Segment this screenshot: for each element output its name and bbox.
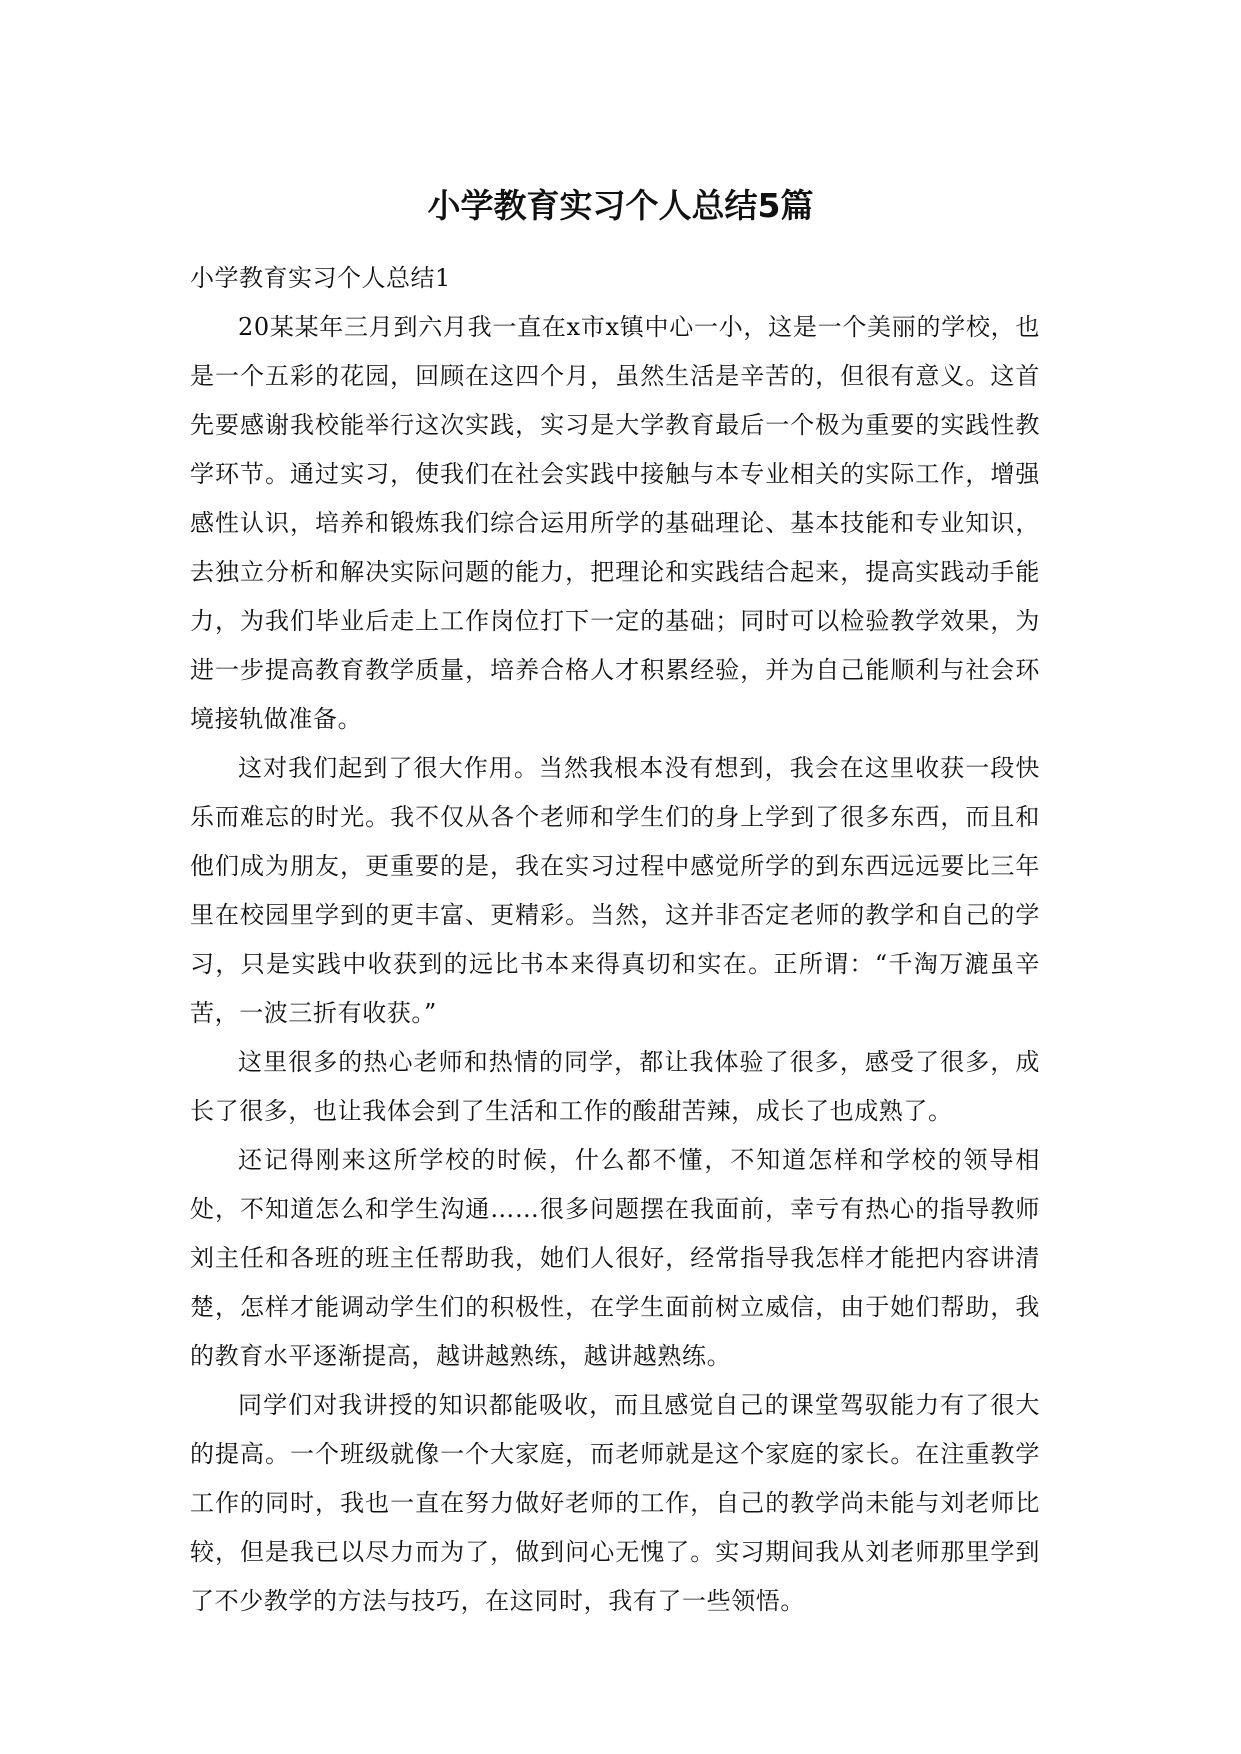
document-body: [190, 254, 1040, 1626]
paragraph-4: 还记得刚来这所学校的时候，什么都不懂，不知道怎样和学校的领导相处，不知道怎么和学生沟通……很多问题摆在我面前，幸亏有热心的指导教师刘主任和各班的班主任帮助我，她们人很好，经常指导我怎样才能把内容讲清楚，怎样才能调动学生们的积极性，在学生面前树立威信，由于她们帮助，我的教育水平逐渐提高，越讲越熟练，越讲越熟练。: [190, 1146, 1040, 1370]
document-title: 小学教育实习个人总结5篇: [427, 186, 814, 225]
paragraph-5: 同学们对我讲授的知识都能吸收，而且感觉自己的课堂驾驭能力有了很大的提高。一个班级就像一个大家庭，而老师就是这个家庭的家长。在注重教学工作的同时，我也一直在努力做好老师的工作，自己的教学尚未能与刘老师比较，但是我已以尽力而为了，做到问心无愧了。实习期间我从刘老师那里学到了不少教学的方法与技巧，在这同时，我有了一些领悟。: [190, 1391, 1040, 1615]
paragraph-1: 20某某年三月到六月我一直在x市x镇中心一小，这是一个美丽的学校，也是一个五彩的花园，回顾在这四个月，虽然生活是辛苦的，但很有意义。这首先要感谢我校能举行这次实践，实习是大学教育最后一个极为重要的实践性教学环节。通过实习，使我们在社会实践中接触与本专业相关的实际工作，增强感性认识，培养和锻炼我们综合运用所学的基础理论、基本技能和专业知识，去独立分析和解决实际问题的能力，把理论和实践结合起来，提高实践动手能力，为我们毕业后走上工作岗位打下一定的基础；同时可以检验教学效果，为进一步提高教育教学质量，培养合格人才积累经验，并为自己能顺利与社会环境接轨做准备。: [190, 313, 1040, 733]
section-heading: 小学教育实习个人总结1: [190, 264, 451, 292]
paragraph-3: 这里很多的热心老师和热情的同学，都让我体验了很多，感受了很多，成长了很多，也让我体会到了生活和工作的酸甜苦辣，成长了也成熟了。: [190, 1048, 1040, 1125]
paragraph-2: 这对我们起到了很大作用。当然我根本没有想到，我会在这里收获一段快乐而难忘的时光。我不仅从各个老师和学生们的身上学到了很多东西，而且和他们成为朋友，更重要的是，我在实习过程中感觉所学的到东西远远要比三年里在校园里学到的更丰富、更精彩。当然，这并非否定老师的教学和自己的学习，只是实践中收获到的远比书本来得真切和实在。正所谓：“千淘万漉虽辛苦，一波三折有收获。”: [190, 754, 1040, 1027]
